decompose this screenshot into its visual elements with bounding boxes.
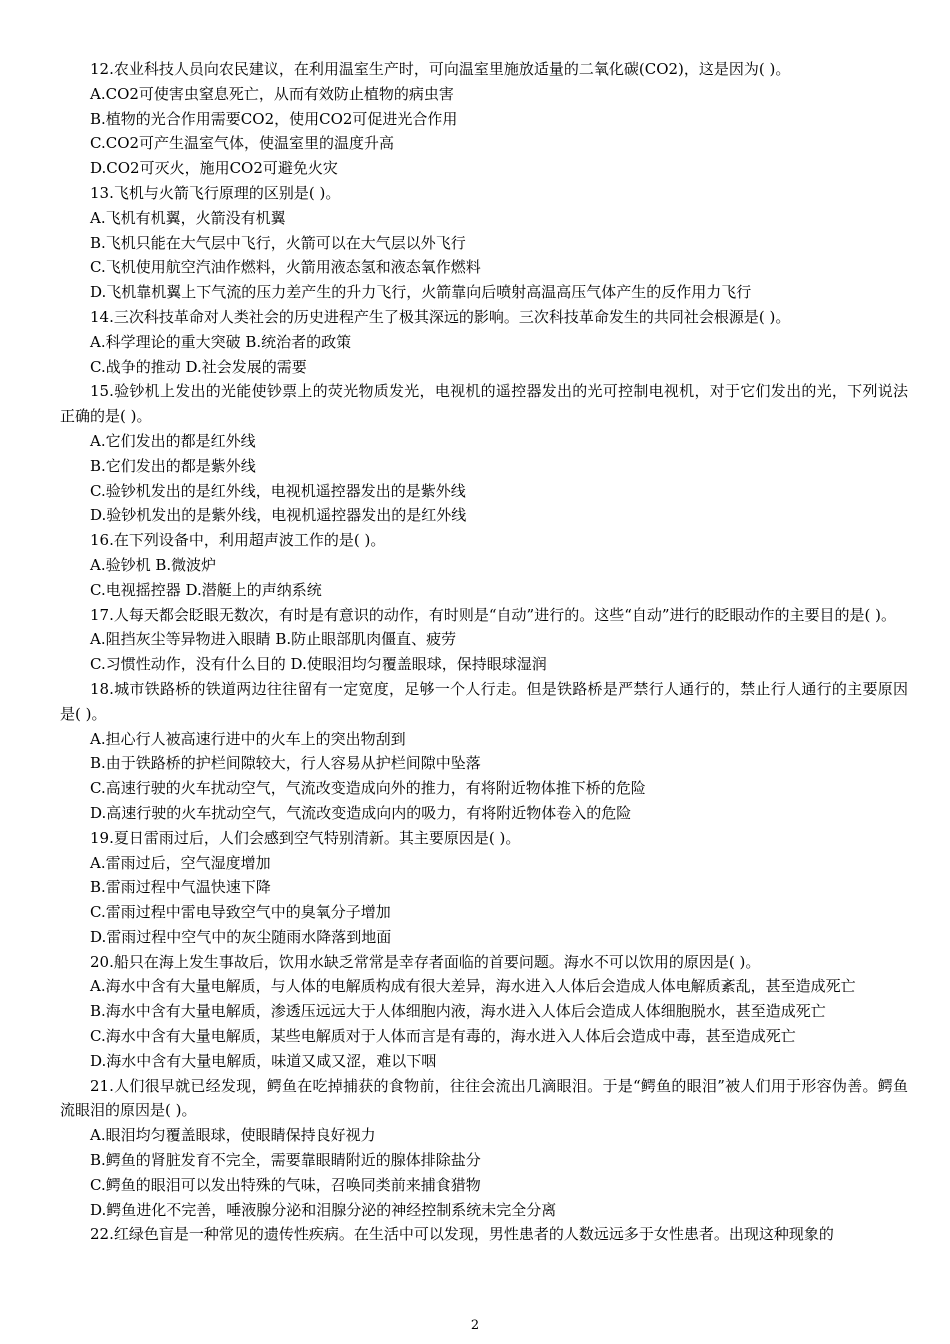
question-21-stem: 21.人们很早就已经发现，鳄鱼在吃掉捕获的食物前，往往会流出几滴眼泪。于是“鳄鱼的眼泪”被人们用于形容伪善。鳄鱼流眼泪的原因是( )。 <box>60 1076 908 1120</box>
question-20-option-c: C.海水中含有大量电解质，某些电解质对于人体而言是有毒的，海水进入人体后会造成中毒，甚至造成死亡 <box>90 1027 796 1046</box>
question-18-option-d: D.高速行驶的火车扰动空气，气流改变造成向内的吸力，有将附近物体卷入的危险 <box>90 803 632 822</box>
question-21-option-a: A.眼泪均匀覆盖眼球，使眼睛保持良好视力 <box>90 1126 376 1145</box>
question-19-option-a: A.雷雨过后，空气湿度增加 <box>90 853 271 872</box>
question-12-stem: 12.农业科技人员向农民建议，在利用温室生产时，可向温室里施放适量的二氧化碳(CO2)，这是因为( )。 <box>90 60 791 78</box>
question-21-option-b: B.鳄鱼的肾脏发育不完全，需要靠眼睛附近的腺体排除盐分 <box>90 1151 481 1170</box>
question-18-stem: 18.城市铁路桥的铁道两边往往留有一定宽度，足够一个人行走。但是铁路桥是严禁行人通行的，禁止行人通行的主要原因是( )。 <box>60 679 908 723</box>
question-15-option-d: D.验钞机发出的是紫外线，电视机遥控器发出的是红外线 <box>90 506 467 525</box>
question-15-stem: 15.验钞机上发出的光能使钞票上的荧光物质发光，电视机的遥控器发出的光可控制电视机，对于它们发出的光，下列说法正确的是( )。 <box>60 382 908 426</box>
question-16-stem: 16.在下列设备中，利用超声波工作的是( )。 <box>90 531 386 550</box>
question-16-options-cd: C.电视摇控器 D.潜艇上的声纳系统 <box>90 580 322 599</box>
question-13-option-a: A.飞机有机翼，火箭没有机翼 <box>90 208 286 227</box>
question-13-option-b: B.飞机只能在大气层中飞行，火箭可以在大气层以外飞行 <box>90 233 466 252</box>
question-15-option-b: B.它们发出的都是紫外线 <box>90 456 256 475</box>
question-13-stem: 13.飞机与火箭飞行原理的区别是( )。 <box>90 183 341 202</box>
question-17-options-cd: C.习惯性动作，没有什么目的 D.使眼泪均匀覆盖眼球，保持眼球湿润 <box>90 655 547 674</box>
question-18-option-a: A.担心行人被高速行进中的火车上的突出物刮到 <box>90 729 406 748</box>
question-19-option-b: B.雷雨过程中气温快速下降 <box>90 878 271 897</box>
page-number: 2 <box>470 1318 480 1333</box>
question-21-option-c: C.鳄鱼的眼泪可以发出特殊的气味，召唤同类前来捕食猎物 <box>90 1175 481 1194</box>
question-14-options-ab: A.科学理论的重大突破 B.统治者的政策 <box>90 332 352 351</box>
question-15-option-a: A.它们发出的都是红外线 <box>90 431 256 450</box>
question-20-option-d: D.海水中含有大量电解质，味道又咸又涩，难以下咽 <box>90 1051 437 1070</box>
question-20-stem: 20.船只在海上发生事故后，饮用水缺乏常常是幸存者面临的首要问题。海水不可以饮用的原因是( )。 <box>90 952 761 971</box>
question-17-options-ab: A.阻挡灰尘等异物进入眼睛 B.防止眼部肌肉僵直、疲劳 <box>90 630 457 649</box>
question-18-option-b: B.由于铁路桥的护栏间隙较大，行人容易从护栏间隙中坠落 <box>90 754 481 773</box>
question-14-options-cd: C.战争的推动 D.社会发展的需要 <box>90 357 307 376</box>
question-17-stem: 17.人每天都会眨眼无数次，有时是有意识的动作，有时则是“自动”进行的。这些“自动”进行的眨眼动作的主要目的是( )。 <box>90 605 897 624</box>
question-13-option-c: C.飞机使用航空汽油作燃料，火箭用液态氢和液态氧作燃料 <box>90 258 481 277</box>
question-19-option-d: D.雷雨过程中空气中的灰尘随雨水降落到地面 <box>90 927 392 946</box>
question-16-options-ab: A.验钞机 B.微波炉 <box>90 555 217 574</box>
question-13-option-d: D.飞机靠机翼上下气流的压力差产生的升力飞行，火箭靠向后喷射高温高压气体产生的反作用力飞行 <box>90 283 752 302</box>
question-15-option-c: C.验钞机发出的是红外线，电视机遥控器发出的是紫外线 <box>90 481 466 500</box>
question-12-option-a: A.CO2可使害虫窒息死亡，从而有效防止植物的病虫害 <box>90 84 454 103</box>
question-19-stem: 19.夏日雷雨过后，人们会感到空气特别清新。其主要原因是( )。 <box>90 828 521 847</box>
page-content <box>60 57 908 1247</box>
question-21-option-d: D.鳄鱼进化不完善，唾液腺分泌和泪腺分泌的神经控制系统未完全分离 <box>90 1200 557 1219</box>
question-12-option-b: B.植物的光合作用需要CO2，使用CO2可促进光合作用 <box>90 109 458 128</box>
question-12-option-c: C.CO2可产生温室气体，使温室里的温度升高 <box>90 134 395 153</box>
question-22-stem-partial: 22.红绿色盲是一种常见的遗传性疾病。在生活中可以发现，男性患者的人数远远多于女性患者。出现这种现象的 <box>90 1225 834 1244</box>
question-19-option-c: C.雷雨过程中雷电导致空气中的臭氧分子增加 <box>90 903 391 922</box>
question-12-option-d: D.CO2可灭火，施用CO2可避免火灾 <box>90 159 338 178</box>
question-20-option-b: B.海水中含有大量电解质，渗透压远远大于人体细胞内液，海水进入人体后会造成人体细胞脱水，甚至造成死亡 <box>90 1002 826 1021</box>
question-14-stem: 14.三次科技革命对人类社会的历史进程产生了极其深远的影响。三次科技革命发生的共同社会根源是( )。 <box>90 307 791 326</box>
question-18-option-c: C.高速行驶的火车扰动空气，气流改变造成向外的推力，有将附近物体推下桥的危险 <box>90 779 646 798</box>
question-20-option-a: A.海水中含有大量电解质，与人体的电解质构成有很大差异，海水进入人体后会造成人体电解质紊乱，甚至造成死亡 <box>90 977 856 996</box>
